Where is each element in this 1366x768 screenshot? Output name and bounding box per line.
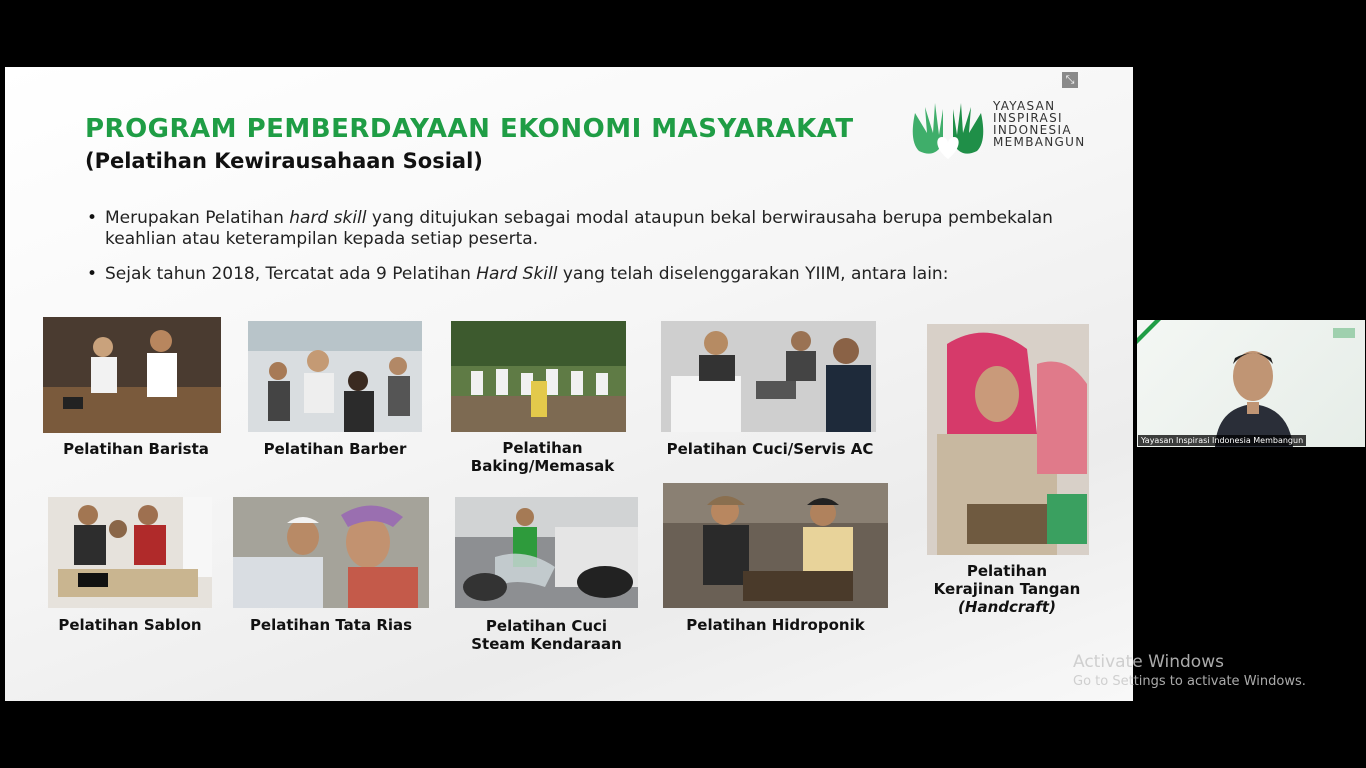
caption-hydroponic: Pelatihan Hidroponik [686, 616, 865, 634]
photo-handcraft [927, 324, 1089, 555]
photo-barista [43, 317, 221, 433]
windows-activation-watermark: Activate Windows Go to Settings to activate Windows. [1073, 652, 1306, 689]
bullet-list [87, 208, 1077, 299]
caption-barista: Pelatihan Barista [63, 440, 209, 458]
participant-video-tile[interactable] [1137, 320, 1365, 447]
presentation-slide [5, 67, 1133, 701]
caption-sablon: Pelatihan Sablon [58, 616, 202, 634]
caption-ac-service: Pelatihan Cuci/Servis AC [666, 440, 874, 458]
photo-barber [248, 321, 422, 432]
photo-makeup [233, 497, 429, 608]
slide-title: PROGRAM PEMBERDAYAAN EKONOMI MASYARAKAT [85, 114, 854, 144]
bullet-item: • Sejak tahun 2018, Tercatat ada 9 Pelatihan Hard Skill yang telah diselenggarakan YIIM, antara lain: [87, 264, 1077, 285]
photo-baking [451, 321, 626, 432]
caption-steam-wash: Pelatihan Cuci Steam Kendaraan [471, 617, 622, 653]
organization-logo [905, 93, 1085, 167]
participant-video [1137, 320, 1365, 447]
photo-sablon [48, 497, 212, 608]
photo-ac-service [661, 321, 876, 432]
photo-steam-wash [455, 497, 638, 608]
participant-name-label: Yayasan Inspirasi Indonesia Membangun [1138, 435, 1306, 446]
caption-barber: Pelatihan Barber [263, 440, 407, 458]
slide-subtitle: (Pelatihan Kewirausahaan Sosial) [85, 149, 483, 173]
exit-fullscreen-icon[interactable]: ⤡ [1062, 72, 1078, 88]
logo-text: YAYASAN INSPIRASI INDONESIA MEMBANGUN [993, 99, 1086, 149]
caption-baking: Pelatihan Baking/Memasak [470, 439, 615, 475]
bullet-item: • Merupakan Pelatihan hard skill yang ditujukan sebagai modal ataupun bekal berwirausaha berupa pembekalan keahlian atau keterampilan kepada setiap peserta. [87, 208, 1077, 250]
caption-makeup: Pelatihan Tata Rias [249, 616, 413, 634]
hands-heart-logo-icon [905, 93, 991, 167]
caption-handcraft: Pelatihan Kerajinan Tangan (Handcraft) [933, 562, 1081, 616]
photo-hydroponic [663, 483, 888, 608]
